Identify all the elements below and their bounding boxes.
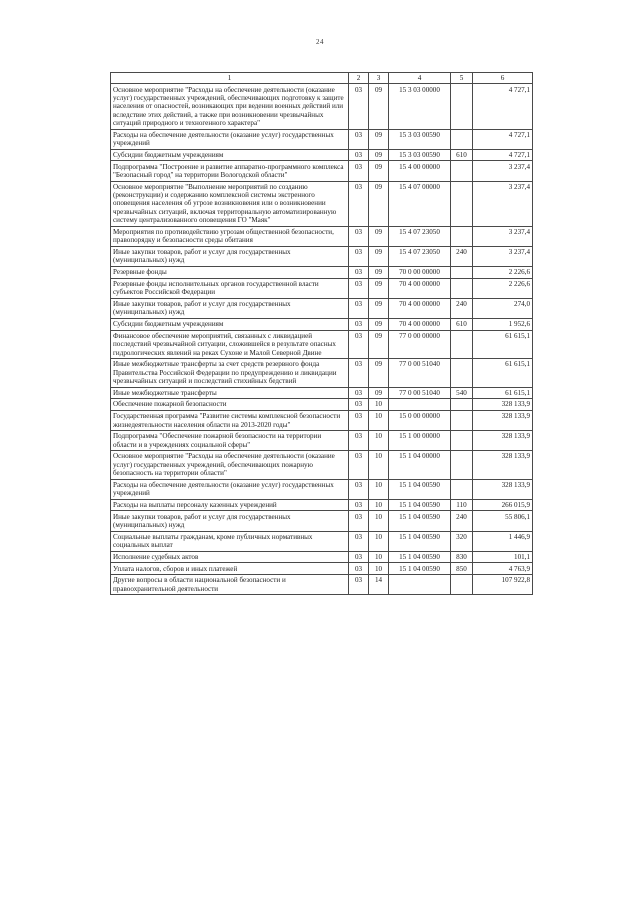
row-expense-type-code [451, 359, 473, 387]
row-section-code: 03 [349, 479, 369, 499]
table-row [111, 278, 533, 298]
table-row [111, 431, 533, 451]
row-expense-type-code: 850 [451, 563, 473, 575]
row-section-code: 03 [349, 387, 369, 399]
row-target-code: 15 1 04 00590 [389, 499, 451, 511]
row-section-code: 03 [349, 181, 369, 226]
row-description: Другие вопросы в области национальной безопасности и правоохранительной деятельности [111, 575, 349, 595]
row-target-code [389, 399, 451, 411]
row-section-code: 03 [349, 399, 369, 411]
row-target-code: 15 1 04 00590 [389, 531, 451, 551]
row-description: Обеспечение пожарной безопасности [111, 399, 349, 411]
row-section-code: 03 [349, 84, 369, 129]
row-expense-type-code [451, 410, 473, 430]
budget-table [110, 72, 533, 595]
column-header-1: 1 [111, 73, 349, 84]
row-section-code: 03 [349, 226, 369, 246]
row-expense-type-code: 320 [451, 531, 473, 551]
row-expense-type-code: 110 [451, 499, 473, 511]
row-subsection-code: 09 [369, 84, 389, 129]
table-row [111, 266, 533, 278]
table-header-row [111, 73, 533, 84]
table-row [111, 551, 533, 563]
row-amount: 61 615,1 [473, 359, 533, 387]
row-section-code: 03 [349, 246, 369, 266]
row-section-code: 03 [349, 161, 369, 181]
table-row [111, 246, 533, 266]
row-amount: 328 133,9 [473, 410, 533, 430]
row-target-code: 15 1 04 00590 [389, 563, 451, 575]
row-amount: 274,0 [473, 298, 533, 318]
row-amount: 266 015,9 [473, 499, 533, 511]
row-subsection-code: 09 [369, 246, 389, 266]
row-amount: 3 237,4 [473, 181, 533, 226]
row-amount: 55 806,1 [473, 511, 533, 531]
row-expense-type-code: 610 [451, 149, 473, 161]
row-target-code: 77 0 00 00000 [389, 330, 451, 358]
row-expense-type-code [451, 84, 473, 129]
row-expense-type-code [451, 399, 473, 411]
table-row [111, 531, 533, 551]
row-section-code: 03 [349, 266, 369, 278]
row-subsection-code: 09 [369, 298, 389, 318]
row-expense-type-code [451, 226, 473, 246]
row-amount: 4 727,1 [473, 149, 533, 161]
table-row [111, 330, 533, 358]
row-description: Исполнение судебных актов [111, 551, 349, 563]
row-amount: 4 727,1 [473, 84, 533, 129]
row-target-code: 70 0 00 00000 [389, 266, 451, 278]
row-subsection-code: 10 [369, 563, 389, 575]
row-target-code: 15 0 00 00000 [389, 410, 451, 430]
row-target-code: 70 4 00 00000 [389, 318, 451, 330]
row-section-code: 03 [349, 129, 369, 149]
row-amount: 101,1 [473, 551, 533, 563]
row-expense-type-code: 540 [451, 387, 473, 399]
row-section-code: 03 [349, 563, 369, 575]
row-amount: 1 446,9 [473, 531, 533, 551]
table-row [111, 479, 533, 499]
row-expense-type-code [451, 181, 473, 226]
table-row [111, 298, 533, 318]
row-expense-type-code [451, 479, 473, 499]
row-subsection-code: 10 [369, 531, 389, 551]
row-expense-type-code [451, 451, 473, 479]
row-target-code: 15 1 04 00590 [389, 479, 451, 499]
row-expense-type-code [451, 161, 473, 181]
row-target-code: 77 0 00 51040 [389, 359, 451, 387]
row-expense-type-code [451, 575, 473, 595]
row-subsection-code: 09 [369, 161, 389, 181]
row-description: Субсидии бюджетным учреждениям [111, 318, 349, 330]
row-description: Уплата налогов, сборов и иных платежей [111, 563, 349, 575]
row-amount: 107 922,8 [473, 575, 533, 595]
row-description: Финансовое обеспечение мероприятий, связанных с ликвидацией последствий чрезвычайной ситуации, сложившейся в результате опасных гидрологических явлений на реках Сухоне и Малой Северной Двине [111, 330, 349, 358]
table-row [111, 575, 533, 595]
table-row [111, 511, 533, 531]
row-description: Резервные фонды [111, 266, 349, 278]
row-subsection-code: 09 [369, 226, 389, 246]
table-row [111, 226, 533, 246]
row-section-code: 03 [349, 499, 369, 511]
row-subsection-code: 09 [369, 266, 389, 278]
row-amount: 61 615,1 [473, 387, 533, 399]
row-section-code: 03 [349, 278, 369, 298]
row-section-code: 03 [349, 551, 369, 563]
row-description: Иные закупки товаров, работ и услуг для государственных (муниципальных) нужд [111, 298, 349, 318]
row-description: Социальные выплаты гражданам, кроме публичных нормативных социальных выплат [111, 531, 349, 551]
row-amount: 61 615,1 [473, 330, 533, 358]
row-subsection-code: 09 [369, 387, 389, 399]
row-description: Расходы на выплаты персоналу казенных учреждений [111, 499, 349, 511]
row-expense-type-code: 240 [451, 511, 473, 531]
row-description: Основное мероприятие "Выполнение мероприятий по созданию (реконструкции) и содержанию комплексной системы экстренного оповещения населения об угрозе возникновения или о возникновении чрезвычайных ситуаций, включая территориальную автоматизированную систему централизованного оповещения ГО "Маяк" [111, 181, 349, 226]
row-section-code: 03 [349, 575, 369, 595]
row-subsection-code: 14 [369, 575, 389, 595]
row-subsection-code: 09 [369, 129, 389, 149]
row-amount: 1 952,6 [473, 318, 533, 330]
row-subsection-code: 10 [369, 431, 389, 451]
row-target-code: 15 1 04 00590 [389, 551, 451, 563]
row-amount: 3 237,4 [473, 161, 533, 181]
row-subsection-code: 10 [369, 451, 389, 479]
row-expense-type-code [451, 266, 473, 278]
row-target-code: 15 3 03 00590 [389, 149, 451, 161]
row-description: Иные межбюджетные трансферты [111, 387, 349, 399]
row-amount: 3 237,4 [473, 226, 533, 246]
row-subsection-code: 09 [369, 359, 389, 387]
row-description: Иные межбюджетные трансферты за счет средств резервного фонда Правительства Российской Федерации по предупреждению и ликвидации чрезвычайных ситуаций и последствий стихийных бедствий [111, 359, 349, 387]
row-section-code: 03 [349, 511, 369, 531]
row-subsection-code: 09 [369, 181, 389, 226]
row-target-code: 70 4 00 00000 [389, 278, 451, 298]
row-subsection-code: 10 [369, 410, 389, 430]
row-section-code: 03 [349, 359, 369, 387]
row-amount: 328 133,9 [473, 451, 533, 479]
row-target-code: 15 4 07 23050 [389, 226, 451, 246]
row-expense-type-code [451, 330, 473, 358]
table-row [111, 84, 533, 129]
row-section-code: 03 [349, 330, 369, 358]
row-target-code: 15 4 00 00000 [389, 161, 451, 181]
table-row [111, 499, 533, 511]
table-row [111, 410, 533, 430]
row-description: Мероприятия по противодействию угрозам общественной безопасности, правопорядку и безопасности среды обитания [111, 226, 349, 246]
column-header-3: 3 [369, 73, 389, 84]
row-amount: 328 133,9 [473, 399, 533, 411]
row-description: Иные закупки товаров, работ и услуг для государственных (муниципальных) нужд [111, 511, 349, 531]
row-section-code: 03 [349, 451, 369, 479]
row-description: Подпрограмма "Построение и развитие аппаратно-программного комплекса "Безопасный город" на территории Вологодской области" [111, 161, 349, 181]
column-header-2: 2 [349, 73, 369, 84]
row-target-code: 15 1 04 00590 [389, 511, 451, 531]
row-expense-type-code: 830 [451, 551, 473, 563]
table-row [111, 451, 533, 479]
row-description: Иные закупки товаров, работ и услуг для государственных (муниципальных) нужд [111, 246, 349, 266]
row-subsection-code: 10 [369, 399, 389, 411]
row-description: Субсидии бюджетным учреждениям [111, 149, 349, 161]
row-target-code: 15 4 07 23050 [389, 246, 451, 266]
row-section-code: 03 [349, 531, 369, 551]
row-target-code: 15 3 03 00590 [389, 129, 451, 149]
row-section-code: 03 [349, 318, 369, 330]
row-amount: 4 763,9 [473, 563, 533, 575]
table-row [111, 399, 533, 411]
row-target-code [389, 575, 451, 595]
row-description: Государственная программа "Развитие системы комплексной безопасности жизнедеятельности населения области на 2013-2020 годы" [111, 410, 349, 430]
row-expense-type-code [451, 278, 473, 298]
table-row [111, 149, 533, 161]
table-row [111, 563, 533, 575]
row-subsection-code: 10 [369, 479, 389, 499]
row-amount: 328 133,9 [473, 479, 533, 499]
row-description: Подпрограмма "Обеспечение пожарной безопасности на территории области и в учреждениях социальной сферы" [111, 431, 349, 451]
row-description: Основное мероприятие "Расходы на обеспечение деятельности (оказание услуг) государственных учреждений, обеспечивающих пожарную безопасность на территории области" [111, 451, 349, 479]
column-header-6: 6 [473, 73, 533, 84]
row-expense-type-code: 240 [451, 298, 473, 318]
table-row [111, 161, 533, 181]
row-section-code: 03 [349, 298, 369, 318]
row-section-code: 03 [349, 149, 369, 161]
page-number: 24 [316, 38, 324, 46]
row-expense-type-code: 610 [451, 318, 473, 330]
row-subsection-code: 09 [369, 278, 389, 298]
table-row [111, 318, 533, 330]
row-subsection-code: 09 [369, 330, 389, 358]
column-header-5: 5 [451, 73, 473, 84]
row-subsection-code: 09 [369, 149, 389, 161]
row-subsection-code: 10 [369, 551, 389, 563]
row-description: Резервные фонды исполнительных органов государственной власти субъектов Российской Федерации [111, 278, 349, 298]
row-target-code: 15 1 00 00000 [389, 431, 451, 451]
row-target-code: 15 1 04 00000 [389, 451, 451, 479]
table-row [111, 129, 533, 149]
table-row [111, 359, 533, 387]
row-expense-type-code: 240 [451, 246, 473, 266]
row-expense-type-code [451, 129, 473, 149]
budget-table-body [111, 73, 533, 595]
row-section-code: 03 [349, 431, 369, 451]
row-amount: 328 133,9 [473, 431, 533, 451]
row-target-code: 15 4 07 00000 [389, 181, 451, 226]
row-target-code: 15 3 03 00000 [389, 84, 451, 129]
row-amount: 4 727,1 [473, 129, 533, 149]
table-row [111, 181, 533, 226]
table-row [111, 387, 533, 399]
row-subsection-code: 10 [369, 499, 389, 511]
row-description: Расходы на обеспечение деятельности (оказание услуг) государственных учреждений [111, 129, 349, 149]
budget-table-container [110, 72, 532, 595]
row-target-code: 70 4 00 00000 [389, 298, 451, 318]
row-subsection-code: 09 [369, 318, 389, 330]
column-header-4: 4 [389, 73, 451, 84]
row-description: Расходы на обеспечение деятельности (оказание услуг) государственных учреждений [111, 479, 349, 499]
row-amount: 2 226,6 [473, 278, 533, 298]
row-amount: 2 226,6 [473, 266, 533, 278]
row-subsection-code: 10 [369, 511, 389, 531]
row-expense-type-code [451, 431, 473, 451]
row-amount: 3 237,4 [473, 246, 533, 266]
row-section-code: 03 [349, 410, 369, 430]
row-target-code: 77 0 00 51040 [389, 387, 451, 399]
row-description: Основное мероприятие "Расходы на обеспечение деятельности (оказание услуг) государственных учреждений, обеспечивающих подготовку к защите населения от опасностей, возникающих при ведении военных действий или вследствие этих действий, а также при возникновении чрезвычайных ситуаций природного и техногенного характера" [111, 84, 349, 129]
